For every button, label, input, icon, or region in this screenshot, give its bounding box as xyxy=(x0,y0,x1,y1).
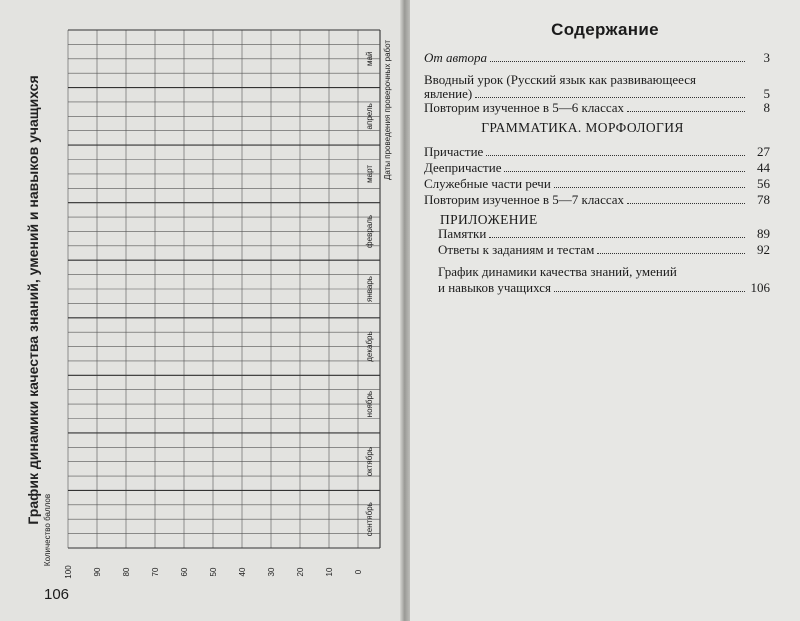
toc-leader-dots xyxy=(627,102,745,112)
toc-entry xyxy=(424,192,770,207)
chart-grid-lines xyxy=(68,30,380,548)
toc-leader-dots xyxy=(554,282,745,292)
chart-title: График динамики качества знаний, умений и навыков учащихся xyxy=(25,75,41,525)
score-tick-label: 20 xyxy=(296,567,305,577)
toc-entry-page: 92 xyxy=(757,242,770,257)
toc-entry-page: 56 xyxy=(757,176,770,191)
toc-entry-page: 3 xyxy=(763,50,770,65)
toc-entry-page: 27 xyxy=(757,144,770,159)
toc-leader-dots xyxy=(627,194,745,204)
score-tick-label: 90 xyxy=(93,567,102,577)
toc-entry xyxy=(424,100,770,115)
toc-entry-page: 44 xyxy=(757,160,770,175)
score-tick-label: 0 xyxy=(354,569,363,575)
toc-entry xyxy=(438,280,770,295)
toc-entry-page: 106 xyxy=(750,280,770,295)
book-gutter xyxy=(400,0,410,621)
toc-entry xyxy=(424,50,770,65)
toc-entry-label: Повторим изученное в 5—6 классах xyxy=(424,100,625,115)
toc-entry-label: Памятки xyxy=(438,226,487,241)
toc-entry-label-cont: и навыков учащихся xyxy=(438,280,552,295)
toc-leader-dots xyxy=(490,52,745,62)
section-heading-appendix: ПРИЛОЖЕНИЕ xyxy=(440,212,538,227)
toc-entry-page: 89 xyxy=(757,226,770,241)
toc-leader-dots xyxy=(475,88,745,98)
toc-entry-label: Вводный урок (Русский язык как развивающееся xyxy=(424,72,696,87)
page-number-left: 106 xyxy=(44,586,70,603)
score-tick-label: 50 xyxy=(209,567,218,577)
toc-entry-page: 8 xyxy=(763,100,770,115)
toc-leader-dots xyxy=(489,228,745,238)
month-label: сентябрь xyxy=(365,502,374,537)
toc-entry-label: От автора xyxy=(424,50,488,65)
toc-entry-page: 78 xyxy=(757,192,770,207)
score-tick-label: 40 xyxy=(238,567,247,577)
toc-leader-dots xyxy=(504,162,745,172)
month-label: январь xyxy=(365,276,374,302)
toc-entry-label: Ответы к заданиям и тестам xyxy=(438,242,595,257)
toc-entry-page: 5 xyxy=(763,86,770,101)
toc-entry xyxy=(438,242,770,257)
toc-entry-label: Повторим изученное в 5—7 классах xyxy=(424,192,625,207)
toc-entry xyxy=(424,160,770,175)
toc-leader-dots xyxy=(597,244,745,254)
toc-entry-label: График динамики качества знаний, умений xyxy=(438,264,677,279)
month-label: май xyxy=(365,51,374,66)
toc-leader-dots xyxy=(554,178,745,188)
score-tick-label: 10 xyxy=(325,567,334,577)
month-label: ноябрь xyxy=(365,390,374,418)
dates-caption: Даты проведения проверочных работ xyxy=(383,39,392,181)
month-label: февраль xyxy=(365,214,374,248)
toc-entry-label-cont: явление) xyxy=(424,86,473,101)
toc-entry-label: Причастие xyxy=(424,144,484,159)
toc-entry xyxy=(438,226,770,241)
toc-entry xyxy=(424,176,770,191)
score-tick-label: 100 xyxy=(64,565,73,579)
score-tick-label: 80 xyxy=(122,567,131,577)
score-tick-label: 70 xyxy=(151,567,160,577)
toc-title: Содержание xyxy=(551,20,659,39)
score-tick-label: 60 xyxy=(180,567,189,577)
toc-entry xyxy=(424,144,770,159)
toc-entry-label: Служебные части речи xyxy=(424,176,551,191)
toc-entry xyxy=(424,86,770,101)
month-label: апрель xyxy=(365,103,374,130)
month-label: декабрь xyxy=(365,331,374,362)
toc-entry-label: Деепричастие xyxy=(424,160,502,175)
y-axis-caption: Количество баллов xyxy=(43,493,52,567)
toc-leader-dots xyxy=(486,146,745,156)
month-label: октябрь xyxy=(365,447,374,477)
section-heading-grammar: ГРАММАТИКА. МОРФОЛОГИЯ xyxy=(481,120,684,135)
score-tick-label: 30 xyxy=(267,567,276,577)
month-label: март xyxy=(365,164,374,183)
